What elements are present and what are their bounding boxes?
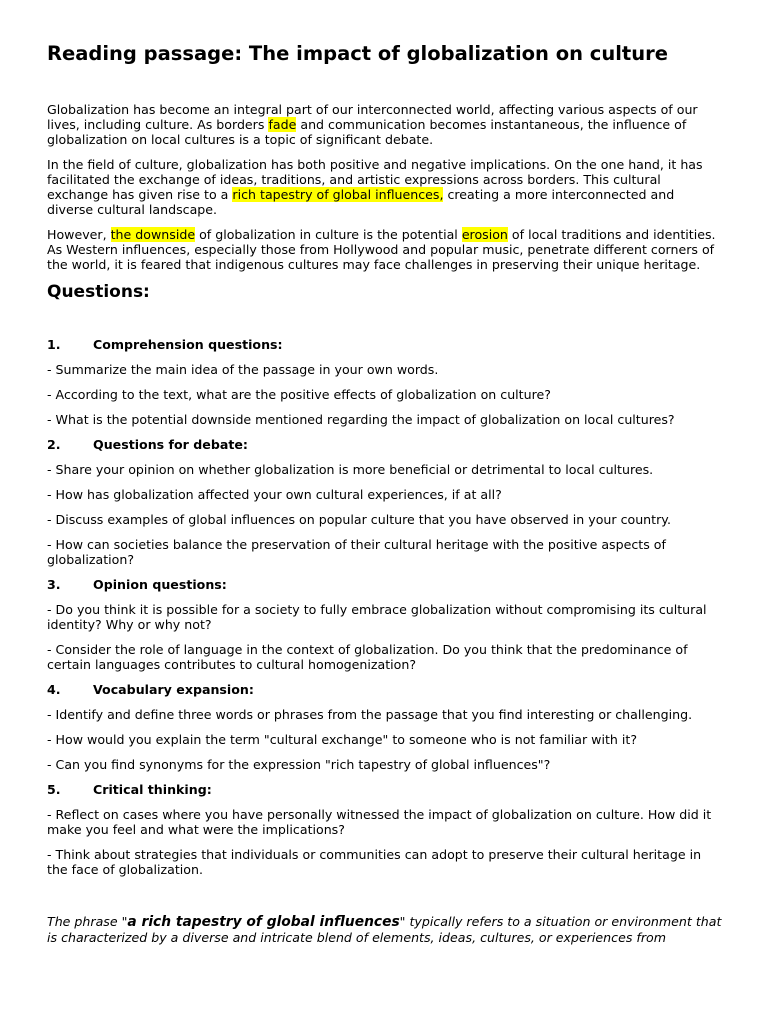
question-item: - What is the potential downside mentioned regarding the impact of globalization on local cultures? (47, 412, 675, 427)
highlighted-word: fade (268, 117, 297, 132)
question-item: - Share your opinion on whether globalization is more beneficial or detrimental to local cultures. (47, 462, 654, 477)
defined-phrase: a rich tapestry of global influences (127, 914, 400, 930)
passage-paragraph-1 (47, 102, 722, 147)
text: of local traditions and identities. As Western influences, especially those from Hollywood and popular music, penetrate different corners of the world, it is feared that indigenous cultures may face challenges in preserving their unique heritage. (47, 227, 716, 272)
passage-paragraph-2 (47, 157, 722, 217)
section-heading (47, 782, 722, 797)
passage-paragraph-3 (47, 227, 722, 272)
section-heading (47, 682, 722, 697)
section-title: Comprehension questions: (93, 337, 283, 352)
question-item: - Summarize the main idea of the passage in your own words. (47, 362, 439, 377)
question-item: - How would you explain the term "cultural exchange" to someone who is not familiar with it? (47, 732, 638, 747)
section-number: 2. (47, 437, 61, 452)
text: creating a more interconnected and diverse cultural landscape. (47, 187, 675, 217)
section-heading (47, 577, 722, 592)
question-item: - Think about strategies that individuals or communities can adopt to preserve their cultural heritage in the face of globalization. (47, 847, 702, 877)
question-item: - Can you find synonyms for the expression "rich tapestry of global influences"? (47, 757, 551, 772)
questions-heading: Questions: (47, 282, 150, 302)
text: The phrase " (47, 914, 128, 929)
question-item: - According to the text, what are the positive effects of globalization on culture? (47, 387, 551, 402)
phrase-definition-note (47, 914, 722, 945)
question-item: - Reflect on cases where you have personally witnessed the impact of globalization on culture. How did it make you feel and what were the implications? (47, 807, 712, 837)
text: However, (47, 227, 111, 242)
question-list (47, 337, 722, 877)
page-title: Reading passage: The impact of globalization on culture (47, 42, 668, 65)
section-heading (47, 437, 722, 452)
section-number: 5. (47, 782, 61, 797)
section-number: 1. (47, 337, 61, 352)
question-item: - How has globalization affected your own cultural experiences, if at all? (47, 487, 502, 502)
section-title: Questions for debate: (93, 437, 248, 452)
reading-passage (47, 102, 722, 272)
highlighted-word: erosion (461, 227, 508, 242)
question-item: - Consider the role of language in the context of globalization. Do you think that the predominance of certain languages contributes to cultural homogenization? (47, 642, 688, 672)
section-title: Opinion questions: (93, 577, 227, 592)
highlighted-phrase: the downside (110, 227, 196, 242)
section-title: Critical thinking: (93, 782, 212, 797)
text: Globalization has become an integral part of our interconnected world, affecting various aspects of our lives, including culture. As borders (47, 102, 698, 132)
highlighted-phrase: rich tapestry of global influences, (232, 187, 444, 202)
question-item: - Discuss examples of global influences on popular culture that you have observed in your country. (47, 512, 671, 527)
section-heading (47, 337, 722, 352)
section-title: Vocabulary expansion: (93, 682, 254, 697)
section-number: 3. (47, 577, 61, 592)
text: " typically refers to a situation or environment that is characterized by a diverse and intricate blend of elements, ideas, cultures, or experiences from (47, 914, 722, 945)
text: and communication becomes instantaneous, the influence of globalization on local cultures is a topic of significant debate. (47, 117, 687, 147)
question-item: - Do you think it is possible for a society to fully embrace globalization without compromising its cultural identity? Why or why not? (47, 602, 707, 632)
question-item: - How can societies balance the preservation of their cultural heritage with the positive aspects of globalization? (47, 537, 666, 567)
text: of globalization in culture is the potential (195, 227, 462, 242)
question-item: - Identify and define three words or phrases from the passage that you find interesting or challenging. (47, 707, 693, 722)
section-number: 4. (47, 682, 61, 697)
text: In the field of culture, globalization has both positive and negative implications. On the one hand, it has facilitated the exchange of ideas, traditions, and artistic expressions across borders. This cultural exchange has given rise to a (47, 157, 703, 202)
